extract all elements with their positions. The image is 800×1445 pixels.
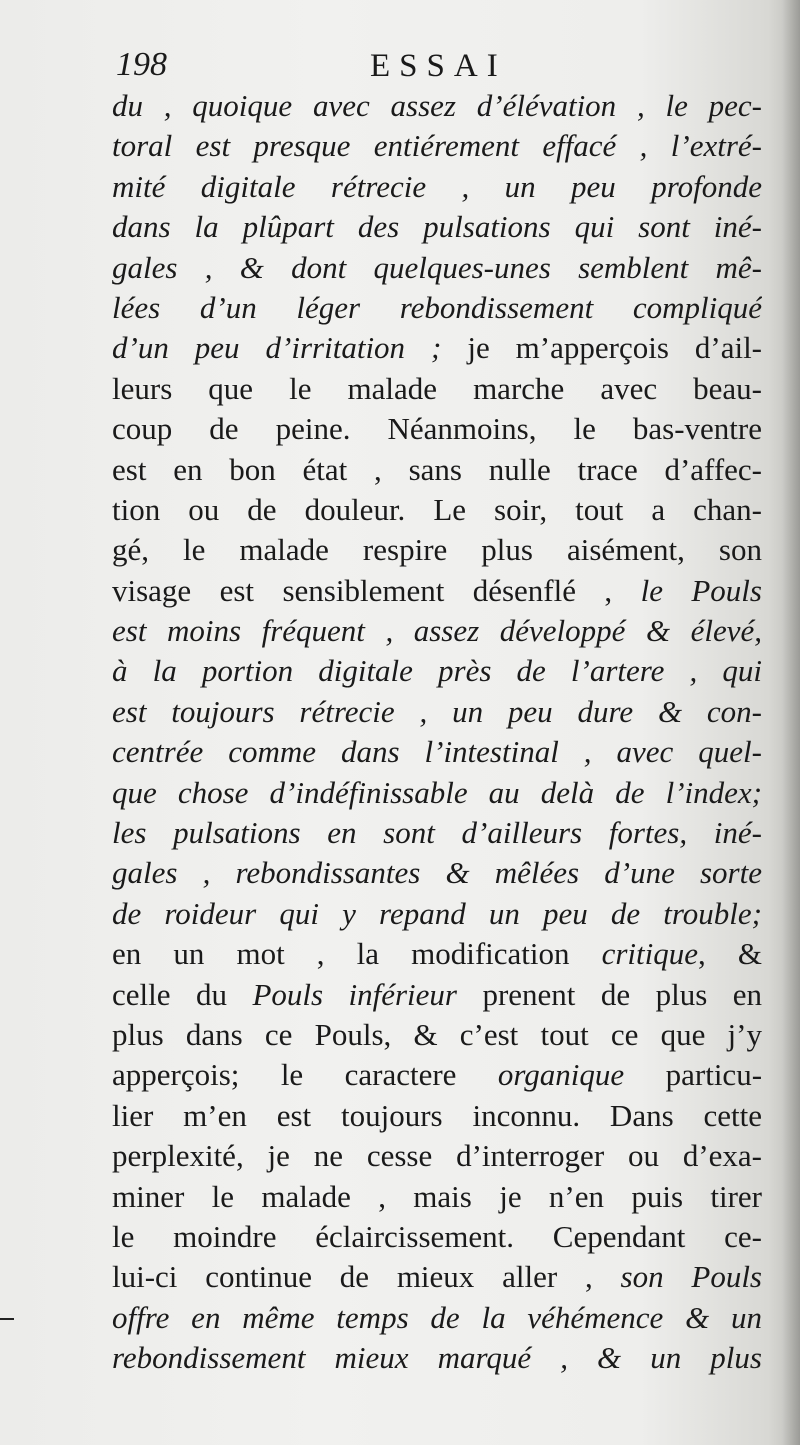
text-segment: mité digitale rétrecie , un peu profonde <box>112 168 762 204</box>
text-segment: particu- <box>624 1057 762 1093</box>
text-line <box>112 167 762 207</box>
text-segment: est moins fréquent , assez développé & élevé, <box>112 613 762 649</box>
text-segment: lées d’un léger rebondissement compliqué <box>112 289 762 325</box>
text-line <box>112 1096 762 1136</box>
text-segment: perplexité, je ne cesse d’interroger ou d’exa- <box>112 1138 762 1174</box>
text-line <box>112 651 762 691</box>
text-line <box>112 571 762 611</box>
text-segment: gé, le malade respire plus aisément, son <box>112 532 762 568</box>
text-line <box>112 1298 762 1338</box>
text-line <box>112 813 762 853</box>
text-segment: Pouls inférieur <box>252 976 457 1012</box>
text-line <box>112 1177 762 1217</box>
text-segment: est toujours rétrecie , un peu dure & con- <box>112 693 762 729</box>
text-line <box>112 894 762 934</box>
text-segment: rebondissement mieux marqué , & un plus <box>112 1340 762 1376</box>
text-line <box>112 490 762 530</box>
text-segment: visage est sensiblement désenflé , <box>112 572 641 608</box>
page-number: 198 <box>116 46 167 83</box>
text-segment: je m’apperçois d’ail- <box>441 330 762 366</box>
text-line <box>112 1217 762 1257</box>
text-segment: plus dans ce Pouls, & c’est tout ce que j’y <box>112 1016 762 1052</box>
text-segment: que chose d’indéfinissable au delà de l’index; <box>112 774 762 810</box>
text-segment: organique <box>497 1057 625 1093</box>
text-segment: , & <box>698 936 762 972</box>
page-header <box>112 46 762 90</box>
text-line <box>112 248 762 288</box>
text-segment: du , quoique avec assez d’élévation , le pec- <box>112 88 762 123</box>
text-line <box>112 328 762 368</box>
text-segment: centrée comme dans l’intestinal , avec quel- <box>112 734 762 770</box>
text-segment: son Pouls <box>620 1259 762 1295</box>
text-segment: apperçois; le caractere <box>112 1057 498 1093</box>
text-segment: lier m’en est toujours inconnu. Dans cette <box>112 1097 762 1133</box>
text-line <box>112 369 762 409</box>
text-line <box>112 934 762 974</box>
text-line <box>112 409 762 449</box>
text-segment: critique <box>601 936 699 972</box>
text-segment: le Pouls <box>640 572 762 608</box>
text-segment: à la portion digitale près de l’artere , qui <box>112 653 762 689</box>
text-segment: dans la plûpart des pulsations qui sont iné- <box>112 209 762 245</box>
text-segment: tion ou de douleur. Le soir, tout a chan- <box>112 491 762 527</box>
page-edge-shadow <box>782 0 800 1445</box>
text-segment: d’un peu d’irritation ; <box>112 330 442 366</box>
text-line <box>112 1338 762 1378</box>
text-line <box>112 530 762 570</box>
margin-mark <box>0 1318 14 1320</box>
text-line <box>112 126 762 166</box>
text-segment: le moindre éclaircissement. Cependant ce- <box>112 1218 762 1254</box>
text-line <box>112 732 762 772</box>
text-line <box>112 450 762 490</box>
body-text <box>112 86 762 1379</box>
text-line <box>112 86 762 126</box>
text-line <box>112 773 762 813</box>
text-segment: est en bon état , sans nulle trace d’affec- <box>112 451 762 487</box>
text-line <box>112 1257 762 1297</box>
text-line <box>112 1055 762 1095</box>
text-line <box>112 853 762 893</box>
text-line <box>112 1015 762 1055</box>
text-segment: coup de peine. Néanmoins, le bas-ventre <box>112 411 762 447</box>
text-segment: offre en même temps de la véhémence & un <box>112 1299 762 1335</box>
text-segment: en un mot , la modification <box>112 936 602 972</box>
text-line <box>112 1136 762 1176</box>
text-segment: gales , & dont quelques-unes semblent mê- <box>112 249 762 285</box>
text-segment: les pulsations en sont d’ailleurs fortes, iné- <box>112 815 762 851</box>
text-segment: gales , rebondissantes & mêlées d’une sorte <box>112 855 762 891</box>
text-segment: miner le malade , mais je n’en puis tirer <box>112 1178 762 1214</box>
text-line <box>112 692 762 732</box>
running-head: ESSAI <box>370 48 507 84</box>
text-segment: de roideur qui y repand un peu de trouble; <box>112 895 762 931</box>
text-segment: celle du <box>112 976 253 1012</box>
text-line <box>112 611 762 651</box>
text-line <box>112 288 762 328</box>
text-segment: lui-ci continue de mieux aller , <box>112 1259 621 1295</box>
text-segment: toral est presque entiérement effacé , l’extré- <box>112 128 762 164</box>
text-line <box>112 975 762 1015</box>
text-line <box>112 207 762 247</box>
text-segment: leurs que le malade marche avec beau- <box>112 370 762 406</box>
text-segment: prenent de plus en <box>457 976 762 1012</box>
